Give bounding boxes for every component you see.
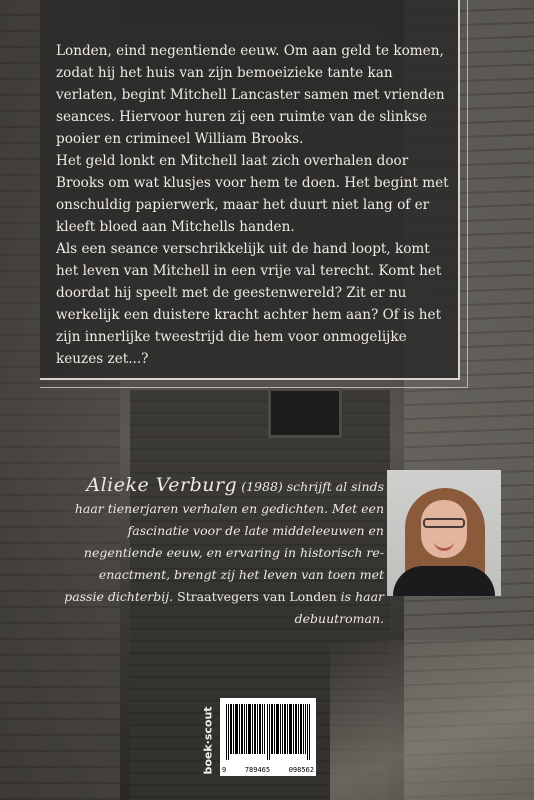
author-bio-ending: is haar debuutroman. [294, 589, 384, 626]
alley-ground [330, 640, 534, 800]
publisher-logo [198, 700, 218, 780]
author-birth-year: (1988) [241, 479, 283, 494]
barcode-digit-prefix: 9 [222, 766, 227, 774]
barcode-digit-group-1: 789465 [244, 766, 271, 774]
author-name: Alieke Verburg [86, 474, 238, 496]
blurb-paragraph-2: Het geld lonkt en Mitchell laat zich overhalen door Brooks om wat klusjes voor hem te doen. Het begint met onschuldig papierwerk, maar het duurt niet lang of er kleeft bloed aan Mitchells handen. [56, 153, 449, 235]
barcode-digit-group-2: 098562 [288, 766, 314, 774]
alley-window [268, 388, 342, 438]
author-book-title: Straatvegers van Londen [177, 589, 337, 604]
blurb-paragraph-3: Als een seance verschrikkelijk uit de hand loopt, komt het leven van Mitchell in een vrije val terecht. Komt het doordat hij speelt met de geestenwereld? Zit er nu werkelijk een duistere kracht achter hem aan? Of is het zijn innerlijke tweestrijd die hem voor onmogelijke keuzes zet...? [56, 241, 442, 367]
publisher-name: boek·scout [201, 705, 215, 775]
blurb-paragraph-1: Londen, eind negentiende eeuw. Om aan geld te komen, zodat hij het huis van zijn bemoeizieke tante kan verlaten, begint Mitchell Lancaster samen met vrienden seances. Hiervoor huren zij een ruimte van de slinkse pooier en crimineel William Brooks. [56, 43, 445, 147]
barcode-digits [222, 766, 314, 774]
isbn-barcode [220, 698, 316, 776]
barcode-bars [226, 704, 310, 760]
author-photo [387, 470, 501, 596]
blurb-text [56, 40, 454, 370]
author-bio-text: schrijft al sinds haar tienerjaren verhalen en gedichten. Met een fascinatie voor de late middeleeuwen en negentiende eeuw, en ervaring in historisch re-enactment, brengt zij het leven van toen met passie dichterbij. [64, 479, 384, 604]
author-bio [60, 474, 384, 630]
